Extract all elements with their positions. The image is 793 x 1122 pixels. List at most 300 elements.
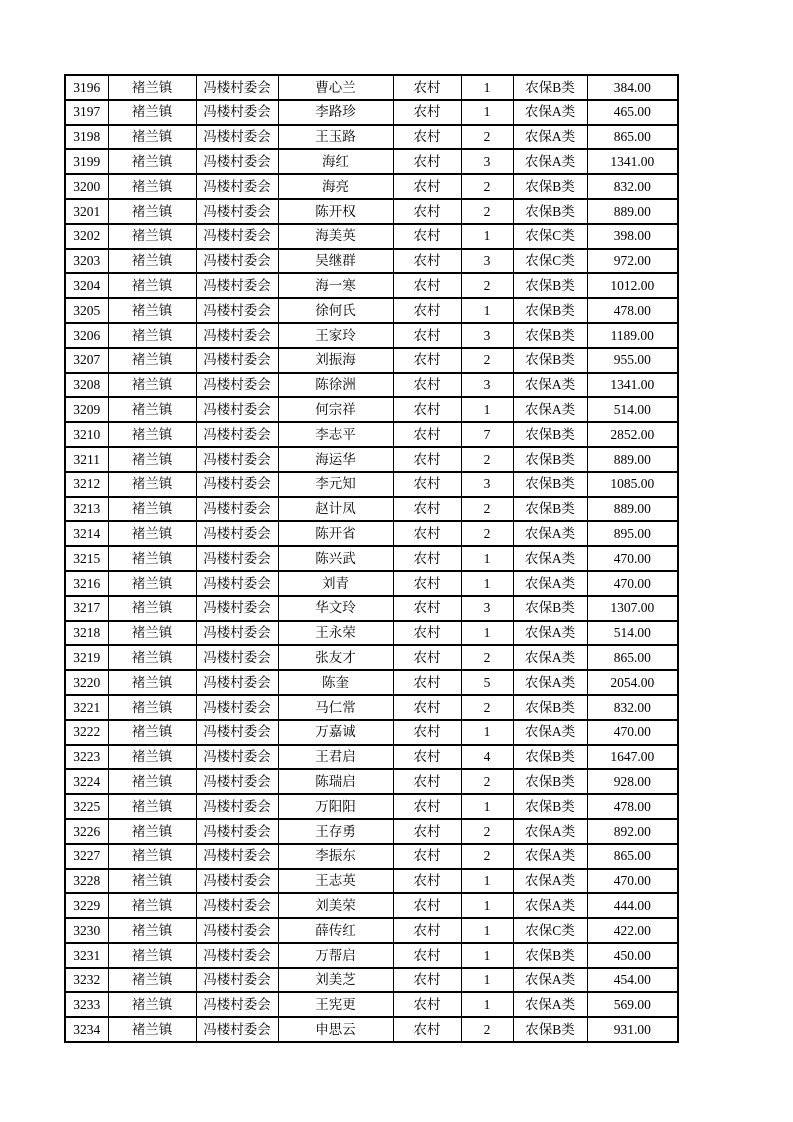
table-cell: 李志平 [278,422,393,447]
table-cell: 928.00 [587,769,678,794]
table-cell: 褚兰镇 [108,943,196,968]
table-cell: 3 [461,472,513,497]
table-cell: 3227 [65,844,108,869]
table-cell: 4 [461,745,513,770]
table-cell: 冯楼村委会 [196,1017,278,1042]
table-row [65,571,678,596]
table-row [65,621,678,646]
table-cell: 冯楼村委会 [196,75,278,100]
table-cell: 褚兰镇 [108,695,196,720]
table-cell: 农保B类 [513,472,587,497]
table-cell: 832.00 [587,695,678,720]
table-cell: 农保A类 [513,893,587,918]
table-cell: 农保A类 [513,621,587,646]
table-cell: 海美英 [278,224,393,249]
table-cell: 冯楼村委会 [196,645,278,670]
table-cell: 农保B类 [513,348,587,373]
table-row [65,968,678,993]
table-cell: 农村 [393,199,461,224]
table-cell: 农保B类 [513,497,587,522]
table-cell: 1341.00 [587,373,678,398]
table-cell: 1 [461,397,513,422]
table-row [65,819,678,844]
table-cell: 褚兰镇 [108,224,196,249]
table-cell: 1 [461,794,513,819]
table-cell: 褚兰镇 [108,472,196,497]
table-cell: 农村 [393,918,461,943]
table-cell: 冯楼村委会 [196,149,278,174]
table-cell: 刘美芝 [278,968,393,993]
table-cell: 褚兰镇 [108,670,196,695]
table-cell: 王存勇 [278,819,393,844]
table-cell: 农保B类 [513,447,587,472]
table-cell: 3220 [65,670,108,695]
table-cell: 褚兰镇 [108,447,196,472]
table-cell: 冯楼村委会 [196,224,278,249]
table-cell: 2 [461,497,513,522]
table-cell: 万帮启 [278,943,393,968]
table-row [65,249,678,274]
table-cell: 3 [461,149,513,174]
table-cell: 3217 [65,596,108,621]
table-cell: 冯楼村委会 [196,869,278,894]
table-cell: 3 [461,323,513,348]
table-cell: 农保A类 [513,992,587,1017]
table-cell: 1 [461,224,513,249]
table-cell: 薛传红 [278,918,393,943]
table-cell: 2 [461,769,513,794]
table-cell: 褚兰镇 [108,596,196,621]
table-cell: 3216 [65,571,108,596]
payment-table [64,74,679,1043]
table-row [65,645,678,670]
table-cell: 刘美荣 [278,893,393,918]
table-row [65,298,678,323]
table-cell: 褚兰镇 [108,546,196,571]
table-row [65,397,678,422]
table-cell: 农村 [393,100,461,125]
table-cell: 3 [461,373,513,398]
table-cell: 冯楼村委会 [196,273,278,298]
table-cell: 2 [461,1017,513,1042]
table-cell: 王君启 [278,745,393,770]
table-cell: 徐何氏 [278,298,393,323]
table-cell: 3229 [65,893,108,918]
table-row [65,745,678,770]
table-cell: 华文玲 [278,596,393,621]
table-cell: 褚兰镇 [108,497,196,522]
table-cell: 384.00 [587,75,678,100]
table-cell: 1 [461,571,513,596]
table-row [65,992,678,1017]
table-cell: 何宗祥 [278,397,393,422]
table-cell: 农村 [393,422,461,447]
table-cell: 褚兰镇 [108,199,196,224]
table-cell: 444.00 [587,893,678,918]
table-cell: 冯楼村委会 [196,769,278,794]
table-cell: 农村 [393,670,461,695]
table-row [65,918,678,943]
table-cell: 褚兰镇 [108,273,196,298]
table-cell: 褚兰镇 [108,249,196,274]
table-cell: 农村 [393,992,461,1017]
table-cell: 褚兰镇 [108,125,196,150]
table-cell: 农保B类 [513,323,587,348]
table-cell: 农村 [393,497,461,522]
table-cell: 1 [461,546,513,571]
table-row [65,472,678,497]
table-cell: 2 [461,521,513,546]
table-cell: 冯楼村委会 [196,794,278,819]
table-cell: 农保A类 [513,521,587,546]
table-cell: 褚兰镇 [108,844,196,869]
table-cell: 农村 [393,174,461,199]
table-row [65,794,678,819]
table-cell: 农村 [393,745,461,770]
table-cell: 褚兰镇 [108,149,196,174]
table-cell: 892.00 [587,819,678,844]
table-cell: 农村 [393,298,461,323]
table-row [65,893,678,918]
table-cell: 冯楼村委会 [196,819,278,844]
table-cell: 889.00 [587,497,678,522]
table-cell: 3231 [65,943,108,968]
table-cell: 农村 [393,249,461,274]
table-cell: 冯楼村委会 [196,968,278,993]
table-cell: 冯楼村委会 [196,992,278,1017]
table-row [65,670,678,695]
table-cell: 农保B类 [513,745,587,770]
table-cell: 李振东 [278,844,393,869]
table-cell: 冯楼村委会 [196,174,278,199]
table-cell: 冯楼村委会 [196,472,278,497]
table-cell: 农村 [393,348,461,373]
table-cell: 农村 [393,1017,461,1042]
table-cell: 3201 [65,199,108,224]
table-cell: 3196 [65,75,108,100]
table-cell: 冯楼村委会 [196,918,278,943]
table-cell: 冯楼村委会 [196,249,278,274]
table-cell: 农村 [393,621,461,646]
table-cell: 398.00 [587,224,678,249]
table-cell: 陈徐洲 [278,373,393,398]
table-cell: 陈开权 [278,199,393,224]
table-cell: 农保A类 [513,968,587,993]
table-cell: 农村 [393,546,461,571]
table-cell: 冯楼村委会 [196,199,278,224]
table-cell: 褚兰镇 [108,323,196,348]
table-cell: 889.00 [587,447,678,472]
table-cell: 王家玲 [278,323,393,348]
table-cell: 冯楼村委会 [196,670,278,695]
table-cell: 农村 [393,819,461,844]
table-row [65,720,678,745]
table-cell: 张友才 [278,645,393,670]
table-row [65,75,678,100]
table-cell: 刘青 [278,571,393,596]
table-row [65,422,678,447]
table-cell: 3209 [65,397,108,422]
table-cell: 450.00 [587,943,678,968]
table-cell: 农保A类 [513,397,587,422]
table-cell: 832.00 [587,174,678,199]
table-cell: 冯楼村委会 [196,497,278,522]
table-cell: 农村 [393,125,461,150]
table-cell: 褚兰镇 [108,794,196,819]
table-cell: 农保B类 [513,769,587,794]
table-cell: 3197 [65,100,108,125]
table-cell: 470.00 [587,720,678,745]
table-cell: 王永荣 [278,621,393,646]
table-cell: 3202 [65,224,108,249]
table-cell: 农村 [393,596,461,621]
table-cell: 农保C类 [513,918,587,943]
table-cell: 2 [461,174,513,199]
table-cell: 农村 [393,373,461,398]
table-cell: 褚兰镇 [108,819,196,844]
table-cell: 冯楼村委会 [196,571,278,596]
table-cell: 农村 [393,943,461,968]
table-cell: 赵计凤 [278,497,393,522]
table-cell: 农村 [393,794,461,819]
table-cell: 470.00 [587,869,678,894]
table-cell: 褚兰镇 [108,645,196,670]
table-cell: 2 [461,819,513,844]
table-cell: 1 [461,75,513,100]
table-cell: 3222 [65,720,108,745]
table-cell: 海亮 [278,174,393,199]
table-cell: 478.00 [587,298,678,323]
table-cell: 农保A类 [513,149,587,174]
table-cell: 农村 [393,844,461,869]
table-cell: 7 [461,422,513,447]
table-cell: 农保B类 [513,794,587,819]
table-row [65,596,678,621]
table-cell: 农保C类 [513,224,587,249]
table-cell: 3226 [65,819,108,844]
table-cell: 3225 [65,794,108,819]
table-body [65,75,678,1042]
table-cell: 万嘉诚 [278,720,393,745]
table-cell: 农村 [393,472,461,497]
table-cell: 冯楼村委会 [196,720,278,745]
table-row [65,943,678,968]
table-cell: 1 [461,918,513,943]
table-cell: 农村 [393,571,461,596]
table-cell: 冯楼村委会 [196,844,278,869]
table-cell: 冯楼村委会 [196,695,278,720]
table-cell: 农村 [393,695,461,720]
table-cell: 王玉路 [278,125,393,150]
table-cell: 冯楼村委会 [196,298,278,323]
table-cell: 冯楼村委会 [196,521,278,546]
table-cell: 农村 [393,149,461,174]
table-cell: 889.00 [587,199,678,224]
table-cell: 3230 [65,918,108,943]
table-cell: 李元知 [278,472,393,497]
table-cell: 农村 [393,769,461,794]
table-cell: 2 [461,199,513,224]
table-cell: 褚兰镇 [108,100,196,125]
table-cell: 1 [461,992,513,1017]
table-cell: 农村 [393,273,461,298]
table-cell: 1 [461,621,513,646]
table-cell: 农保A类 [513,571,587,596]
table-cell: 冯楼村委会 [196,373,278,398]
table-cell: 3224 [65,769,108,794]
table-cell: 农村 [393,323,461,348]
table-cell: 3232 [65,968,108,993]
table-cell: 1 [461,720,513,745]
table-cell: 3228 [65,869,108,894]
table-cell: 褚兰镇 [108,397,196,422]
table-cell: 865.00 [587,844,678,869]
table-cell: 农村 [393,869,461,894]
table-cell: 865.00 [587,645,678,670]
table-row [65,149,678,174]
table-cell: 农保A类 [513,373,587,398]
table-cell: 农保C类 [513,249,587,274]
table-cell: 470.00 [587,546,678,571]
table-cell: 3204 [65,273,108,298]
table-cell: 3218 [65,621,108,646]
table-cell: 农保A类 [513,645,587,670]
table-cell: 3215 [65,546,108,571]
table-cell: 1 [461,869,513,894]
table-cell: 李路珍 [278,100,393,125]
table-cell: 1 [461,893,513,918]
table-cell: 冯楼村委会 [196,546,278,571]
table-cell: 万阳阳 [278,794,393,819]
table-cell: 1 [461,298,513,323]
table-cell: 3233 [65,992,108,1017]
table-cell: 1647.00 [587,745,678,770]
table-cell: 422.00 [587,918,678,943]
table-cell: 冯楼村委会 [196,100,278,125]
table-cell: 农村 [393,447,461,472]
table-cell: 褚兰镇 [108,373,196,398]
table-cell: 1085.00 [587,472,678,497]
table-cell: 马仁常 [278,695,393,720]
table-cell: 陈瑞启 [278,769,393,794]
table-cell: 3 [461,596,513,621]
table-cell: 冯楼村委会 [196,596,278,621]
table-cell: 农保B类 [513,695,587,720]
table-cell: 3 [461,249,513,274]
table-cell: 农村 [393,893,461,918]
table-cell: 1 [461,943,513,968]
table-cell: 465.00 [587,100,678,125]
table-cell: 褚兰镇 [108,298,196,323]
table-cell: 955.00 [587,348,678,373]
table-cell: 农保A类 [513,125,587,150]
table-cell: 褚兰镇 [108,1017,196,1042]
table-cell: 3210 [65,422,108,447]
table-cell: 冯楼村委会 [196,125,278,150]
table-row [65,100,678,125]
table-row [65,348,678,373]
table-cell: 褚兰镇 [108,745,196,770]
table-row [65,199,678,224]
table-cell: 曹心兰 [278,75,393,100]
table-cell: 农保B类 [513,273,587,298]
table-cell: 865.00 [587,125,678,150]
table-row [65,695,678,720]
table-cell: 农保B类 [513,199,587,224]
table-cell: 褚兰镇 [108,893,196,918]
table-cell: 2 [461,273,513,298]
table-cell: 刘振海 [278,348,393,373]
table-cell: 海运华 [278,447,393,472]
table-row [65,497,678,522]
table-cell: 吴继群 [278,249,393,274]
table-cell: 农村 [393,720,461,745]
table-cell: 冯楼村委会 [196,745,278,770]
table-cell: 王志英 [278,869,393,894]
table-cell: 5 [461,670,513,695]
table-cell: 农保B类 [513,174,587,199]
table-cell: 3234 [65,1017,108,1042]
table-cell: 农村 [393,645,461,670]
table-cell: 农保A类 [513,546,587,571]
table-row [65,769,678,794]
table-cell: 3208 [65,373,108,398]
table-cell: 3211 [65,447,108,472]
table-cell: 3205 [65,298,108,323]
table-cell: 冯楼村委会 [196,893,278,918]
table-cell: 农保A类 [513,670,587,695]
table-row [65,447,678,472]
table-cell: 农保A类 [513,819,587,844]
table-row [65,323,678,348]
table-cell: 褚兰镇 [108,769,196,794]
table-cell: 冯楼村委会 [196,348,278,373]
table-row [65,1017,678,1042]
table-cell: 农保B类 [513,943,587,968]
table-cell: 褚兰镇 [108,621,196,646]
table-cell: 514.00 [587,397,678,422]
table-cell: 褚兰镇 [108,348,196,373]
table-row [65,273,678,298]
table-row [65,869,678,894]
table-cell: 972.00 [587,249,678,274]
table-cell: 农保A类 [513,100,587,125]
table-row [65,174,678,199]
table-cell: 褚兰镇 [108,968,196,993]
table-cell: 陈兴武 [278,546,393,571]
table-cell: 2 [461,645,513,670]
table-cell: 1 [461,100,513,125]
table-cell: 褚兰镇 [108,422,196,447]
table-cell: 农保B类 [513,298,587,323]
table-cell: 3213 [65,497,108,522]
table-cell: 3219 [65,645,108,670]
table-cell: 3200 [65,174,108,199]
table-cell: 农村 [393,75,461,100]
table-cell: 2 [461,125,513,150]
table-cell: 申思云 [278,1017,393,1042]
table-cell: 3198 [65,125,108,150]
table-cell: 农保A类 [513,844,587,869]
table-cell: 农村 [393,968,461,993]
table-cell: 冯楼村委会 [196,422,278,447]
table-cell: 褚兰镇 [108,918,196,943]
table-cell: 1 [461,968,513,993]
table-cell: 3207 [65,348,108,373]
table-cell: 褚兰镇 [108,174,196,199]
table-cell: 1307.00 [587,596,678,621]
table-cell: 2852.00 [587,422,678,447]
